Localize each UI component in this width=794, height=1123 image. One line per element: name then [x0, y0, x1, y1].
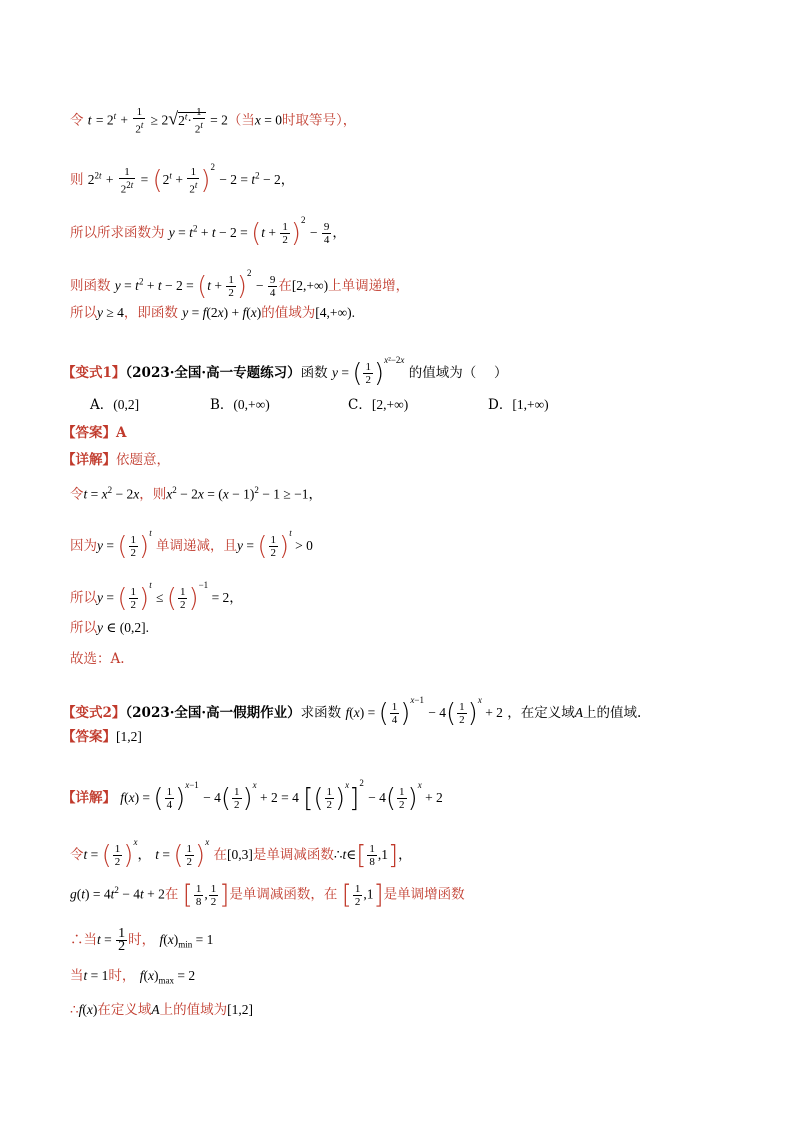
- option-d[interactable]: D．[1,+∞): [488, 397, 549, 413]
- detail-2-line-5: 当t = 1时， $f(x)_{max} = 2$: [70, 968, 196, 986]
- answer-2: 【答案】[1,2]: [62, 729, 142, 745]
- step-line-2: 则 $2^{2t}$ + $\frac{1}{2^{2t}}$ = ($2^t$ + $\frac{1}{2^t}$ )$^2 - 2 = t^2 - 2$，: [70, 162, 295, 196]
- answer-1: 【答案】A: [62, 425, 127, 441]
- detail-2-line-3: $g(t) = 4t^2 - 4t + 2$在 [ $\frac{1}{8}$ , $\frac{1}{2}$ ]是单调减函数，在 [ $\frac{1}{2}$ ,1]是单调增函数: [70, 880, 465, 910]
- detail-1-line-5: 所以y ∈ (0,2].: [70, 620, 149, 636]
- variant-2-question: 【变式2】（2023·全国·高一假期作业）求函数 f(x) = ( $\frac{1}{4}$ )$^{x-1}$ − 4( $\frac{1}{2}$ )$^x$ + 2 ，在定义域A上的值域.: [62, 695, 642, 729]
- detail-1-line-6: 故选：A.: [70, 651, 125, 667]
- detail-2-line-1: 【详解】 f(x) = ( $\frac{1}{4}$ )$^{x-1}$ − 4( $\frac{1}{2}$ )$^x$ + 2 = 4 [( $\frac{1}{2}$ )$^x$]$^2$ − 4( $\frac{1}{2}$ )$^x$ + 2: [62, 778, 443, 814]
- option-a[interactable]: A．(0,2]: [90, 397, 140, 413]
- option-c[interactable]: C．[2,+∞): [348, 397, 409, 413]
- detail-1-line-4: 所以y = ( $\frac{1}{2}$ )$^t$ ≤ ( $\frac{1}{2}$ )$^{-1}$ = 2，: [70, 580, 243, 614]
- detail-2-line-6: ∴f(x)在定义域A上的值域为[1,2]: [70, 1002, 253, 1018]
- detail-1-line-1: 【详解】依题意，: [62, 452, 170, 468]
- step-line-4: 则函数 $y = t^2 + t - 2 = (t$ + $\frac{1}{2}$ )$^2$ − $\frac{9}{4}$ 在[2,+∞)上单调递增，: [70, 268, 410, 302]
- detail-1-line-2: 令$t = x^2 - 2x$，则$x^2 - 2x = (x - 1)^2 - 1 \ge -1$，: [70, 485, 322, 503]
- detail-2-line-2: 令t = ( $\frac{1}{2}$ )$^x$， t = ( $\frac{1}{2}$ )$^x$ 在[0,3]是单调减函数∴t∈[ $\frac{1}{8}$ ,1]，: [70, 837, 412, 871]
- variant-1-question: 【变式1】（2023·全国·高一专题练习）函数 y = ( $\frac{1}{2}$ )$^{x^2-2x}$ 的值域为（ ）: [62, 355, 508, 389]
- option-b[interactable]: B．(0,+∞): [210, 397, 270, 413]
- step-line-1: 令 $t = 2^t$ + $\frac{1}{2^t}$ ≥ $2√2^t\cdot$ $\frac{1}{2^t}$ = 2（当x = 0时取等号），: [70, 106, 357, 136]
- step-line-5: 所以y ≥ 4，即函数 y = f(2x) + f(x)的值域为[4,+∞).: [70, 305, 355, 321]
- step-line-3: 所以所求函数为 $y = t^2 + t - 2 = (t$ + $\frac{1}{2}$ )$^2$ − $\frac{9}{4}$ ，: [70, 215, 346, 249]
- detail-2-line-4: ∴当t = $\frac{1}{2}$ 时， $f(x)_{min} = 1$: [70, 926, 214, 954]
- detail-1-line-3: 因为y = ( $\frac{1}{2}$ )$^t$ 单调递减，且y = ( $\frac{1}{2}$ )$^t$ > 0: [70, 528, 313, 562]
- fraction: $\frac{1}{2^t}$: [135, 106, 144, 136]
